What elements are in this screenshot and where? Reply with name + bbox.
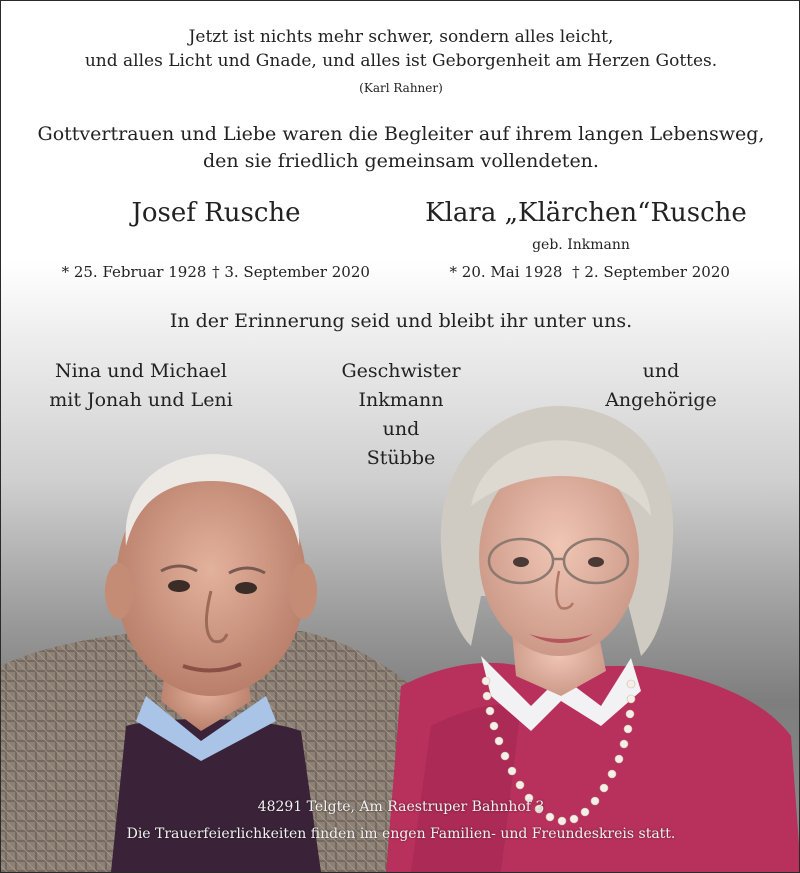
mourners-relatives-line-1: und bbox=[642, 360, 680, 382]
quote bbox=[1, 25, 800, 73]
mourners-family-line-2: mit Jonah und Leni bbox=[49, 389, 233, 411]
intro-line-1: Gottvertrauen und Liebe waren die Begleiter auf ihrem langen Lebensweg, bbox=[37, 123, 765, 145]
deceased-name-klara: Klara „Klärchen“Rusche bbox=[425, 198, 747, 228]
birth-date-josef: * 25. Februar 1928 bbox=[61, 263, 207, 281]
mourners-family-line-1: Nina und Michael bbox=[54, 360, 228, 382]
intro-line-2: den sie friedlich gemeinsam vollendeten. bbox=[203, 150, 599, 172]
footer-note: Die Trauerfeierlichkeiten finden im engen Familien- und Freundeskreis statt. bbox=[126, 826, 676, 842]
quote-author: (Karl Rahner) bbox=[359, 81, 443, 95]
birth-date-klara: * 20. Mai 1928 bbox=[449, 263, 563, 281]
footer bbox=[1, 794, 800, 848]
death-date-josef: † 3. September 2020 bbox=[212, 263, 370, 281]
quote-line-1: Jetzt ist nichts mehr schwer, sondern alles leicht, bbox=[188, 27, 614, 47]
mourners-relatives-line-2: Angehörige bbox=[605, 389, 717, 411]
mourners-siblings-line-2: Inkmann bbox=[358, 389, 444, 411]
footer-address: 48291 Telgte, Am Raestruper Bahnhof 3 bbox=[257, 799, 545, 815]
deceased-name-josef: Josef Rusche bbox=[131, 198, 301, 228]
mourners-siblings bbox=[301, 357, 501, 473]
quote-line-2: und alles Licht und Gnade, und alles ist Geborgenheit am Herzen Gottes. bbox=[84, 51, 718, 71]
intro-text bbox=[1, 121, 800, 175]
mourners-relatives bbox=[561, 357, 761, 415]
mourners-siblings-line-4: Stübbe bbox=[366, 447, 436, 469]
memory-line: In der Erinnerung seid und bleibt ihr unter uns. bbox=[169, 310, 633, 332]
maiden-name: geb. Inkmann bbox=[532, 237, 630, 253]
death-date-klara: † 2. September 2020 bbox=[572, 263, 730, 281]
mourners-siblings-line-1: Geschwister bbox=[341, 360, 461, 382]
mourners-siblings-line-3: und bbox=[382, 418, 420, 440]
